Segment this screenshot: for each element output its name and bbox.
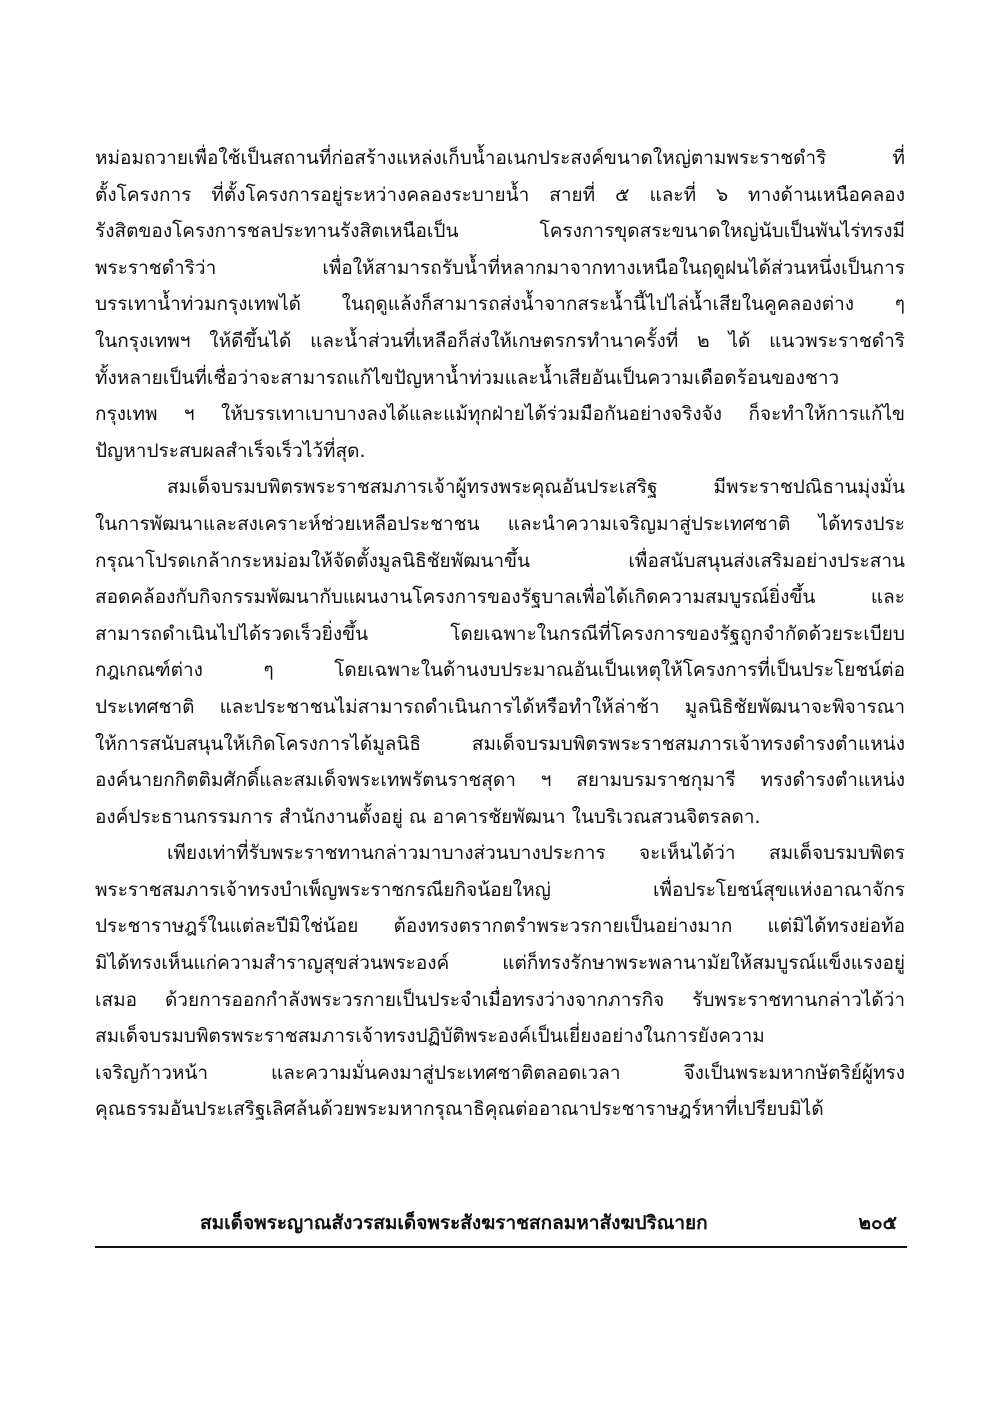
body-text: [95, 140, 905, 1128]
text-line: คุณธรรมอันประเสริฐเลิศล้นด้วยพระมหากรุณาธิคุณต่ออาณาประชาราษฎร์หาที่เปรียบมิได้: [95, 1098, 824, 1121]
text-line: ประเทศชาติ และประชาชนไม่สามารถดำเนินการได้หรือทำให้ล่าช้า มูลนิธิชัยพัฒนาจะพิจารณา: [95, 695, 905, 718]
text-line: บรรเทาน้ำท่วมกรุงเทพได้ ในฤดูแล้งก็สามารถส่งน้ำจากสระน้ำนี้ไปไล่น้ำเสียในคูคลองต่าง ๆ: [95, 293, 905, 316]
text-line: กรุงเทพ ฯ ให้บรรเทาเบาบางลงได้และแม้ทุกฝ่ายได้ร่วมมือกันอย่างจริงจัง ก็จะทำให้การแก้ไข: [95, 403, 905, 426]
text-line: มิได้ทรงเห็นแก่ความสำราญสุขส่วนพระองค์ แต่ก็ทรงรักษาพระพลานามัยให้สมบูรณ์แข็งแรงอยู่: [95, 952, 905, 975]
text-line: องค์นายกกิตติมศักดิ์และสมเด็จพระเทพรัตนราชสุดา ฯ สยามบรมราชกุมารี ทรงดำรงตำแหน่ง: [95, 769, 905, 792]
text-line: ประชาราษฎร์ในแต่ละปีมิใช่น้อย ต้องทรงตรากตรำพระวรกายเป็นอย่างมาก แต่มิได้ทรงย่อท้อ: [95, 915, 905, 938]
text-line: เสมอ ด้วยการออกกำลังพระวรกายเป็นประจำเมื่อทรงว่างจากภารกิจ รับพระราชทานกล่าวได้ว่า: [95, 988, 905, 1011]
text-line: ปัญหาประสบผลสำเร็จเร็วไว้ที่สุด.: [95, 439, 366, 462]
text-line: รังสิตของโครงการชลประทานรังสิตเหนือเป็น โครงการขุดสระขนาดใหญ่นับเป็นพันไร่ทรงมี: [95, 220, 905, 243]
text-line: สมเด็จบรมบพิตรพระราชสมภารเจ้าผู้ทรงพระคุณอันประเสริฐ มีพระราชปณิธานมุ่งมั่น: [167, 476, 905, 499]
text-line: ทั้งหลายเป็นที่เชื่อว่าจะสามารถแก้ไขปัญหาน้ำท่วมและน้ำเสียอันเป็นความเดือดร้อนของชาว: [95, 366, 840, 389]
text-line: พระราชดำริว่า เพื่อให้สามารถรับน้ำที่หลากมาจากทางเหนือในฤดูฝนได้ส่วนหนึ่งเป็นการ: [95, 256, 905, 279]
text-line: ให้การสนับสนุนให้เกิดโครงการได้มูลนิธิ สมเด็จบรมบพิตรพระราชสมภารเจ้าทรงดำรงตำแหน่ง: [95, 732, 905, 755]
page-number: ๒๐๕: [858, 1212, 897, 1234]
footer-title: สมเด็จพระญาณสังวรสมเด็จพระสังฆราชสกลมหาสังฆปริณายก: [200, 1212, 708, 1234]
text-line: หม่อมถวายเพื่อใช้เป็นสถานที่ก่อสร้างแหล่งเก็บน้ำอเนกประสงค์ขนาดใหญ่ตามพระราชดำริ ที่: [95, 147, 905, 169]
text-line: องค์ประธานกรรมการ สำนักงานตั้งอยู่ ณ อาคารชัยพัฒนา ในบริเวณสวนจิตรลดา.: [95, 805, 761, 828]
text-line: พระราชสมภารเจ้าทรงบำเพ็ญพระราชกรณียกิจน้อยใหญ่ เพื่อประโยชน์สุขแห่งอาณาจักร: [95, 878, 905, 901]
text-line: กฎเกณฑ์ต่าง ๆ โดยเฉพาะในด้านงบประมาณอันเป็นเหตุให้โครงการที่เป็นประโยชน์ต่อ: [95, 659, 905, 682]
paragraph-3: [95, 835, 905, 1128]
text-line: ในกรุงเทพฯ ให้ดีขึ้นได้ และน้ำส่วนที่เหลือก็ส่งให้เกษตรกรทำนาครั้งที่ ๒ ได้ แนวพระราชดำริ: [95, 329, 905, 352]
paragraph-2: [95, 469, 905, 835]
text-line: เจริญก้าวหน้า และความมั่นคงมาสู่ประเทศชาติตลอดเวลา จึงเป็นพระมหากษัตริย์ผู้ทรง: [95, 1061, 905, 1084]
paragraph-1: [95, 140, 905, 469]
text-line: กรุณาโปรดเกล้ากระหม่อมให้จัดตั้งมูลนิธิชัยพัฒนาขึ้น เพื่อสนับสนุนส่งเสริมอย่างประสาน: [95, 549, 905, 572]
text-line: สอดคล้องกับกิจกรรมพัฒนากับแผนงานโครงการของรัฐบาลเพื่อได้เกิดความสมบูรณ์ยิ่งขึ้น และ: [95, 586, 905, 609]
text-line: ตั้งโครงการ ที่ตั้งโครงการอยู่ระหว่างคลองระบายน้ำ สายที่ ๕ และที่ ๖ ทางด้านเหนือคลอง: [95, 183, 905, 206]
text-line: สามารถดำเนินไปได้รวดเร็วยิ่งขึ้น โดยเฉพาะในกรณีที่โครงการของรัฐถูกจำกัดด้วยระเบียบ: [95, 622, 905, 645]
text-line: ในการพัฒนาและสงเคราะห์ช่วยเหลือประชาชน และนำความเจริญมาสู่ประเทศชาติ ได้ทรงประ: [95, 512, 905, 535]
page-footer: [95, 1202, 907, 1248]
text-line: เพียงเท่าที่รับพระราชทานกล่าวมาบางส่วนบางประการ จะเห็นได้ว่า สมเด็จบรมบพิตร: [167, 842, 905, 865]
text-line: สมเด็จบรมบพิตรพระราชสมภารเจ้าทรงปฏิบัติพระองค์เป็นเยี่ยงอย่างในการยังความ: [95, 1025, 765, 1048]
